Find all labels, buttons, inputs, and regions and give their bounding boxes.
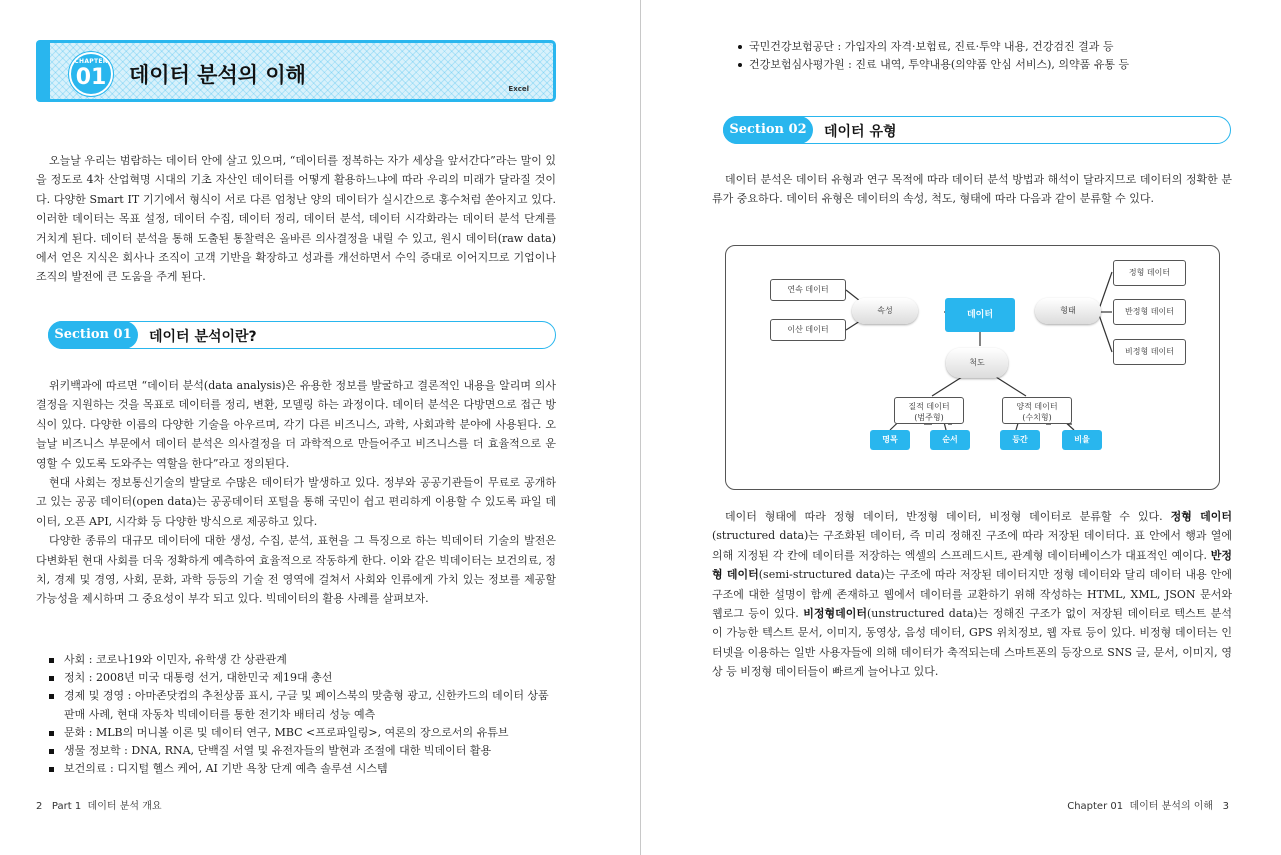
list-item: 건강보험심사평가원 : 진료 내역, 투약내용(의약품 안심 서비스), 의약품 유통 등 bbox=[735, 56, 1235, 74]
node-quantitative-label: 양적 데이터 bbox=[1016, 402, 1058, 411]
intro-paragraph: 오늘날 우리는 범람하는 데이터 안에 살고 있으며, “데이터를 정복하는 자가 세상을 앞서간다”라는 말이 있을 정도로 4차 산업혁명 시대의 기초 자산인 데이터를 어떻게 활용하느냐에 따라 우리의 미래가 달라질 것이다. 다양한 Smart IT 기기에서 형식이 서로 다른 엄청난 양의 데이터가 실시간으로 홍수처럼 쏟아지고 있다. 이러한 데이터는 목표 설정, 데이터 수집, 데이터 정리, 데이터 분석, 데이터 시각화라는 데이터 분석 단계를 거치게 된다. 데이터 분석을 통해 도출된 통찰력은 올바른 의사결정을 내릴 수 있고, 원시 데이터(raw data)에서 얻은 지식은 회사나 조직이 고객 기반을 확장하고 성과를 개선하면서 수익 증대로 이어지므로 기업이나 조직의 발전에 큰 도움을 주게 된다. bbox=[36, 154, 556, 284]
square-bullet-icon bbox=[49, 658, 54, 663]
page-footer-right: Chapter 01 데이터 분석의 이해 3 bbox=[1067, 801, 1229, 812]
body-paragraph: 다양한 종류의 대규모 데이터에 대한 생성, 수집, 분석, 표현을 그 특징으로 하는 빅데이터 기술의 발전은 다변화된 현대 사회를 더욱 정확하게 예측하여 효율적으로 작동하게 한다. 이와 같은 빅데이터는 보건의료, 정치, 경제 및 경영, 사회, 문화, 과학 등등의 기술 전 영역에 걸쳐서 사회와 인류에게 가치 있는 정보를 제공할 가능성을 제시하며 그 중요성이 부각 되고 있다. 빅데이터의 활용 사례를 살펴보자. bbox=[36, 534, 556, 606]
chapter-badge bbox=[69, 52, 113, 96]
page-footer-left: 2 Part 1 데이터 분석 개요 bbox=[36, 801, 162, 812]
chapter-number: 01 bbox=[75, 65, 107, 90]
public-data-list bbox=[735, 38, 1235, 75]
data-types-diagram bbox=[725, 245, 1220, 490]
list-item: 생물 정보학 : DNA, RNA, 단백질 서열 및 유전자들의 발현과 조절에 대한 빅데이터 활용 bbox=[46, 742, 558, 760]
node-continuous-data: 연속 데이터 bbox=[770, 279, 846, 301]
square-bullet-icon bbox=[49, 694, 54, 699]
intro-paragraph: 데이터 분석은 데이터 유형과 연구 목적에 따라 데이터 분석 방법과 해석이 달라지므로 데이터의 정확한 분류가 중요하다. 데이터 유형은 데이터의 속성, 척도, 형태에 따라 다음과 같이 분류할 수 있다. bbox=[712, 173, 1232, 206]
chapter-intro bbox=[36, 151, 556, 287]
section-title: 데이터 유형 bbox=[824, 124, 897, 140]
dot-bullet-icon bbox=[738, 45, 742, 49]
left-page bbox=[0, 0, 640, 855]
node-qualitative-label: 질적 데이터 bbox=[908, 402, 950, 411]
node-unstructured-data: 비정형 데이터 bbox=[1113, 339, 1186, 365]
body-paragraph: 현대 사회는 정보통신기술의 발달로 수많은 데이터가 발생하고 있다. 정부와 공공기관들이 무료로 공개하고 있는 공공 데이터(open data)는 공공데이터 포털을 통해 국민이 쉽고 편리하게 이용할 수 있도록 파일 데이터, 오픈 API, 시각화 등 다양한 방식으로 제공하고 있다. bbox=[36, 476, 556, 528]
list-item: 국민건강보험공단 : 가입자의 자격·보험료, 진료·투약 내용, 건강검진 결과 등 bbox=[735, 38, 1235, 56]
node-qualitative-sub: (범주형) bbox=[914, 413, 944, 422]
node-data-center: 데이터 bbox=[945, 298, 1015, 332]
chapter-header bbox=[36, 40, 556, 102]
list-item: 정치 : 2008년 미국 대통령 선거, 대한민국 제19대 총선 bbox=[46, 669, 558, 687]
section-label: Section 02 bbox=[723, 116, 813, 144]
node-interval: 등간 bbox=[1000, 430, 1040, 450]
node-quantitative-data bbox=[1002, 397, 1072, 424]
square-bullet-icon bbox=[49, 731, 54, 736]
node-attribute: 속성 bbox=[852, 298, 918, 324]
list-item: 문화 : MLB의 머니볼 이론 및 데이터 연구, MBC <프로파일링>, 여론의 장으로서의 유튜브 bbox=[46, 724, 558, 742]
node-ordinal: 순서 bbox=[930, 430, 970, 450]
list-item: 경제 및 경영 : 아마존닷컴의 추천상품 표시, 구글 및 페이스북의 맞춤형 광고, 신한카드의 데이터 상품 판매 사례, 현대 자동차 빅데이터를 통한 전기차 배터리 성능 예측 bbox=[46, 687, 558, 723]
term-structured: 정형 데이터 bbox=[1170, 510, 1232, 523]
dot-bullet-icon bbox=[738, 63, 742, 67]
term-semi-structured: 반정형 데이터 bbox=[712, 548, 1232, 582]
section-02-body bbox=[712, 507, 1232, 682]
right-page bbox=[641, 0, 1281, 855]
bigdata-examples-list bbox=[46, 651, 558, 778]
node-form: 형태 bbox=[1035, 298, 1101, 324]
chapter-title: 데이터 분석의 이해 bbox=[129, 63, 306, 87]
square-bullet-icon bbox=[49, 749, 54, 754]
body-paragraph: 데이터 형태에 따라 정형 데이터, 반정형 데이터, 비정형 데이터로 분류할 수 있다. 정형 데이터(structured data)는 구조화된 데이터, 즉 미리 정해진 구조에 따라 저장된 데이터다. 표 안에서 행과 열에 의해 지정된 각 칸에 데이터를 저장하는 엑셀의 스프레드시트, 관계형 데이터베이스가 대표적인 예이다. 반정형 데이터(semi-structured data)는 구조에 따라 저장된 데이터지만 정형 데이터와 달리 데이터 내용 안에 구조에 대한 설명이 함께 존재하고 웹에서 데이터를 교환하기 위해 작성하는 HTML, XML, JSON 문서와 웹로그 등이 있다. 비정형데이터(unstructured data)는 정해진 구조가 없이 저장된 데이터로 텍스트 분석이 가능한 텍스트 문서, 이미지, 동영상, 음성 데이터, GPS 위치정보, 웹 자료 등이 있다. 비정형 데이터는 인터넷을 이용하는 일반 사용자들에 의해 데이터가 축적되는데 스마트폰의 등장으로 SNS 글, 문서, 이미지, 영상 등 비정형 데이터들이 빠르게 늘어나고 있다. bbox=[712, 510, 1232, 679]
section-title: 데이터 분석이란? bbox=[149, 329, 257, 345]
section-label: Section 01 bbox=[48, 321, 138, 349]
node-ratio: 비율 bbox=[1062, 430, 1102, 450]
node-scale: 척도 bbox=[946, 348, 1008, 378]
node-structured-data: 정형 데이터 bbox=[1113, 260, 1186, 286]
node-discrete-data: 이산 데이터 bbox=[770, 319, 846, 341]
section-header-02 bbox=[723, 116, 1231, 144]
list-item: 사회 : 코로나19와 이민자, 유학생 간 상관관계 bbox=[46, 651, 558, 669]
node-qualitative-data bbox=[894, 397, 964, 424]
connector-line bbox=[932, 377, 962, 396]
body-paragraph: 위키백과에 따르면 “데이터 분석(data analysis)은 유용한 정보를 발굴하고 결론적인 내용을 알리며 의사결정을 지원하는 것을 목표로 데이터를 정리, 변환, 모델링 하는 과정이다. 데이터 분석은 다방면으로 접근 방식이 있다. 다양한 이름의 다양한 기술을 아우르며, 각기 다른 비즈니스, 과학, 사회과학 분야에 사용된다. 오늘날 비즈니스 부문에서 데이터 분석은 의사결정을 더 과학적으로 만들어주고 비즈니스를 더 효율적으로 운영할 수 있도록 도와주는 역할을 한다”라고 정의된다. bbox=[36, 379, 556, 470]
section-01-body bbox=[36, 376, 556, 609]
square-bullet-icon bbox=[49, 767, 54, 772]
term-unstructured: 비정형데이터 bbox=[803, 607, 868, 621]
section-header-01 bbox=[48, 321, 556, 349]
square-bullet-icon bbox=[49, 676, 54, 681]
node-quantitative-sub: (수치형) bbox=[1022, 413, 1052, 422]
list-item: 보건의료 : 디지털 헬스 케어, AI 기반 욕창 단계 예측 솔루션 시스템 bbox=[46, 760, 558, 778]
section-02-intro bbox=[712, 170, 1232, 209]
chapter-label: CHAPTER bbox=[74, 58, 108, 65]
node-semi-structured-data: 반정형 데이터 bbox=[1113, 299, 1186, 325]
chapter-tag: Excel bbox=[508, 85, 529, 93]
connector-line bbox=[1098, 312, 1112, 352]
node-nominal: 명목 bbox=[870, 430, 910, 450]
connector-line bbox=[996, 377, 1026, 396]
